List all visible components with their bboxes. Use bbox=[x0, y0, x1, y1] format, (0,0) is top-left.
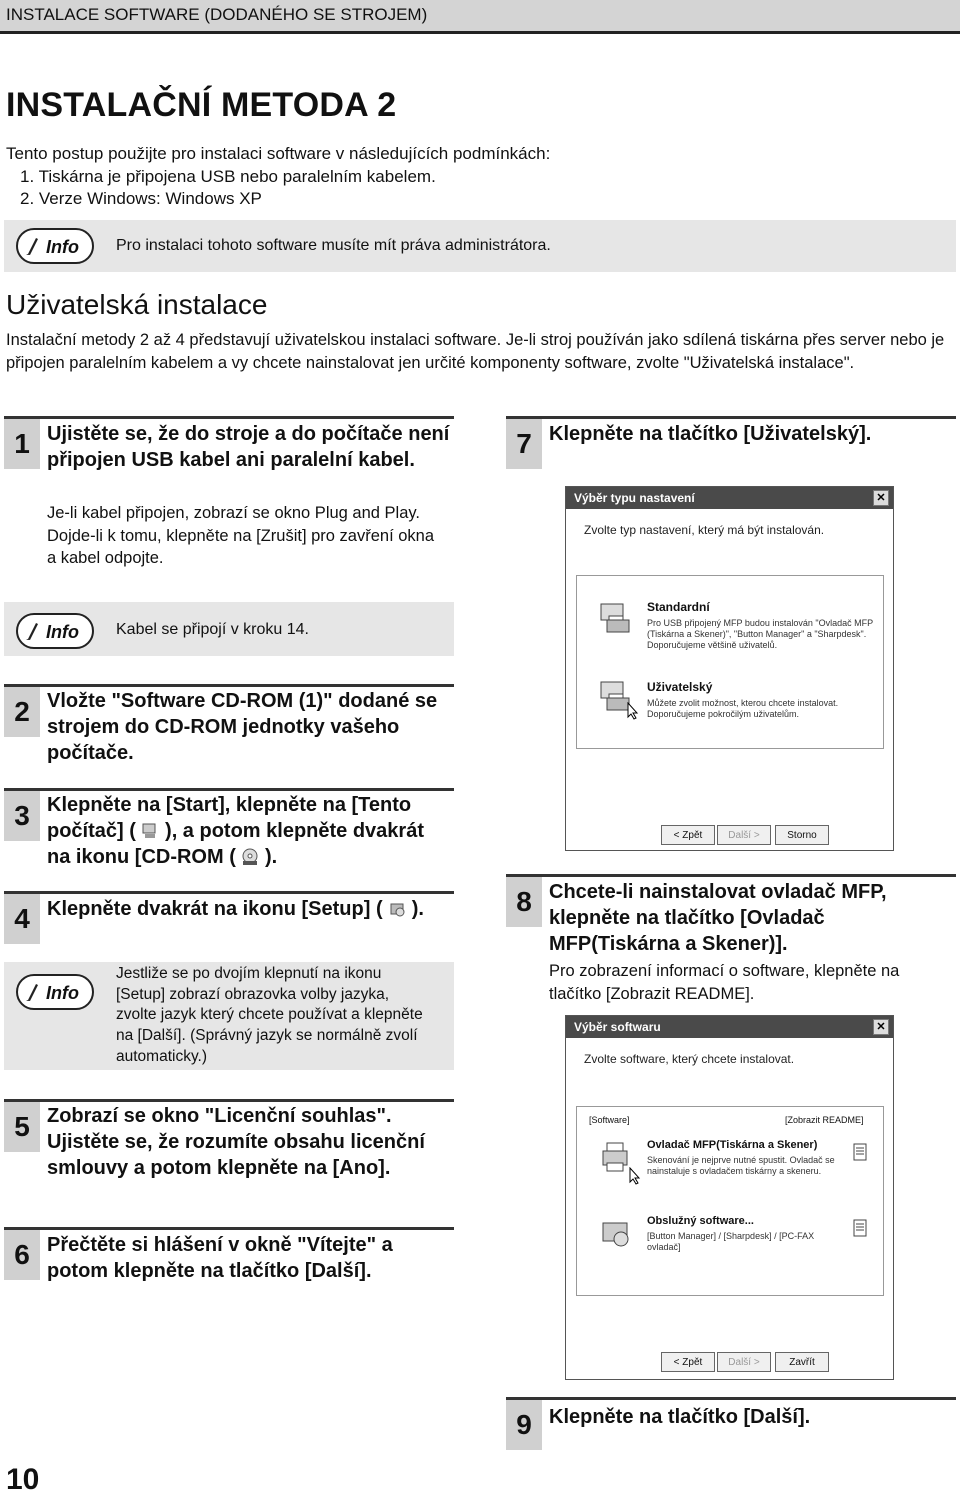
back-button[interactable]: < Zpět bbox=[661, 1352, 715, 1372]
step-title: Klepněte na tlačítko [Uživatelský]. bbox=[549, 423, 872, 445]
option-standard-desc: Pro USB připojený MFP budou instalován "Ovladač MFP (Tiskárna a Skener)", "Button Manager" a "Sharpdesk". Doporučujeme většině uživatelů. bbox=[647, 618, 873, 650]
step-number: 3 bbox=[4, 791, 40, 841]
printer-computer-icon bbox=[597, 602, 633, 636]
cancel-button[interactable]: Storno bbox=[775, 825, 829, 845]
cursor-icon bbox=[627, 702, 639, 720]
group-label: [Software] bbox=[589, 1115, 630, 1125]
info-box-admin bbox=[4, 220, 956, 272]
options-panel bbox=[576, 1106, 884, 1296]
step-title bbox=[47, 896, 452, 922]
option-standard-title[interactable]: Standardní bbox=[647, 600, 710, 614]
step-rule bbox=[506, 1397, 956, 1400]
step-number: 7 bbox=[506, 419, 542, 469]
step-rule bbox=[4, 1227, 454, 1230]
step-rule bbox=[4, 684, 454, 687]
step-rule bbox=[506, 874, 956, 877]
pencil-icon bbox=[25, 621, 39, 641]
option-mfp-driver-desc: Skenování je nejprve nutné spustit. Ovladač se nainstaluje s ovladačem tiskárny a skeneru. bbox=[647, 1155, 835, 1176]
info-box-language bbox=[4, 962, 454, 1070]
step-number: 6 bbox=[4, 1230, 40, 1280]
section-header-text: INSTALACE SOFTWARE (DODANÉHO SE STROJEM) bbox=[6, 5, 428, 24]
info-box-cable bbox=[4, 602, 454, 656]
options-panel bbox=[576, 575, 884, 749]
close-icon[interactable]: ✕ bbox=[873, 490, 889, 506]
option-mfp-driver-title[interactable]: Ovladač MFP(Tiskárna a Skener) bbox=[647, 1139, 818, 1151]
info-text: Kabel se připojí v kroku 14. bbox=[116, 621, 309, 638]
readme-icon[interactable] bbox=[853, 1219, 867, 1237]
step-rule bbox=[4, 416, 454, 419]
info-label: Info bbox=[46, 237, 79, 257]
step-rule bbox=[4, 891, 454, 894]
next-button[interactable]: Další > bbox=[717, 825, 771, 845]
option-utility-title[interactable]: Obslužný software... bbox=[647, 1215, 754, 1227]
option-custom-title[interactable]: Uživatelský bbox=[647, 680, 713, 694]
my-computer-icon bbox=[141, 822, 159, 840]
step-rule bbox=[4, 788, 454, 791]
step-title-part: Klepněte dvakrát na ikonu [Setup] ( bbox=[47, 898, 383, 920]
info-badge bbox=[16, 613, 94, 649]
setup-icon bbox=[388, 900, 406, 918]
dialog-title: Výběr typu nastavení bbox=[574, 491, 695, 505]
paragraph: Instalační metody 2 až 4 představují uživatelskou instalaci software. Je-li stroj používán jako sdílená tiskárna přes server nebo je připojen paralelním kabelem a vy chcete nainstalovat jen určité komponenty software, zvolte "Uživatelská instalace". bbox=[6, 331, 945, 372]
back-button[interactable]: < Zpět bbox=[661, 825, 715, 845]
step-rule bbox=[4, 1099, 454, 1102]
printer-icon[interactable] bbox=[597, 1141, 633, 1175]
page-number: 10 bbox=[6, 1463, 40, 1496]
info-text: Jestliže se po dvojím klepnutí na ikonu [Setup] zobrazí obrazovka volby jazyka, zvolte jazyk který chcete používat a klepněte na [Další]. (Správný jazyk se normálně zvolí automaticky.) bbox=[116, 965, 423, 1065]
dialog-title-bar bbox=[566, 487, 893, 509]
step-title-part: ). bbox=[265, 846, 278, 868]
dialog-subtitle: Zvolte typ nastavení, který má být instalován. bbox=[584, 523, 825, 537]
cursor-icon bbox=[629, 1167, 641, 1185]
setup-type-dialog bbox=[565, 486, 894, 851]
intro-lead: Tento postup použijte pro instalaci software v následujících podmínkách: bbox=[6, 144, 551, 163]
step-number: 5 bbox=[4, 1102, 40, 1152]
close-button[interactable]: Zavřít bbox=[775, 1352, 829, 1372]
info-label: Info bbox=[46, 622, 79, 642]
step-body: Je-li kabel připojen, zobrazí se okno Plug and Play. Dojde-li k tomu, klepněte na [Zrušit] pro zavření okna a kabel odpojte. bbox=[47, 504, 435, 567]
info-badge bbox=[16, 974, 94, 1010]
step-number: 4 bbox=[4, 894, 40, 944]
option-utility-desc: [Button Manager] / [Sharpdesk] / [PC-FAX ovladač] bbox=[647, 1231, 815, 1252]
step-title: Vložte "Software CD-ROM (1)" dodané se strojem do CD-ROM jednotky vašeho počítače. bbox=[47, 690, 438, 764]
step-title-part: ). bbox=[411, 898, 424, 920]
step-title: Ujistěte se, že do stroje a do počítače není připojen USB kabel ani paralelní kabel. bbox=[47, 423, 450, 471]
step-title-part: ), a potom klepněte dvakrát na ikonu [CD-ROM ( bbox=[47, 820, 424, 868]
section-header bbox=[0, 0, 960, 34]
subheading: Uživatelská instalace bbox=[6, 289, 268, 320]
dialog-title: Výběr softwaru bbox=[574, 1020, 661, 1034]
pencil-icon bbox=[25, 236, 39, 256]
cd-rom-icon bbox=[241, 848, 259, 866]
step-title: Chcete-li nainstalovat ovladač MFP, klepněte na tlačítko [Ovladač MFP(Tiskárna a Skener)]. bbox=[549, 881, 887, 955]
info-badge bbox=[16, 228, 94, 264]
utility-software-icon[interactable] bbox=[597, 1217, 633, 1251]
close-icon[interactable]: ✕ bbox=[873, 1019, 889, 1035]
info-text: Pro instalaci tohoto software musíte mít práva administrátora. bbox=[116, 237, 551, 254]
step-number: 2 bbox=[4, 687, 40, 737]
software-select-dialog bbox=[565, 1015, 894, 1380]
dialog-title-bar bbox=[566, 1016, 893, 1038]
step-rule bbox=[506, 416, 956, 419]
step-title: Klepněte na tlačítko [Další]. bbox=[549, 1406, 811, 1428]
intro-item-2: 2. Verze Windows: Windows XP bbox=[20, 189, 262, 208]
intro-item-1: 1. Tiskárna je připojena USB nebo paralelním kabelem. bbox=[20, 166, 436, 186]
step-number: 8 bbox=[506, 877, 542, 927]
step-title: Přečtěte si hlášení v okně "Vítejte" a potom klepněte na tlačítko [Další]. bbox=[47, 1234, 393, 1282]
step-title bbox=[47, 792, 452, 870]
step-title-part: Klepněte na [Start], klepněte na [Tento počítač] ( bbox=[47, 794, 412, 842]
step-title: Zobrazí se okno "Licenční souhlas". Ujistěte se, že rozumíte obsahu licenční smlouvy a potom klepněte na [Ano]. bbox=[47, 1105, 425, 1179]
step-body: Pro zobrazení informací o software, klepněte na tlačítko [Zobrazit README]. bbox=[549, 962, 900, 1003]
method-title: INSTALAČNÍ METODA 2 bbox=[6, 86, 397, 124]
option-custom-desc: Můžete zvolit možnost, kterou chcete instalovat. Doporučujeme pokročilým uživatelům. bbox=[647, 698, 839, 719]
step-number: 1 bbox=[4, 419, 40, 469]
dialog-subtitle: Zvolte software, který chcete instalovat. bbox=[584, 1052, 795, 1066]
next-button[interactable]: Další > bbox=[717, 1352, 771, 1372]
pencil-icon bbox=[25, 982, 39, 1002]
step-number: 9 bbox=[506, 1400, 542, 1450]
readme-link[interactable]: [Zobrazit README] bbox=[785, 1115, 864, 1125]
readme-icon[interactable] bbox=[853, 1143, 867, 1161]
intro-list bbox=[6, 143, 550, 211]
info-label: Info bbox=[46, 983, 79, 1003]
